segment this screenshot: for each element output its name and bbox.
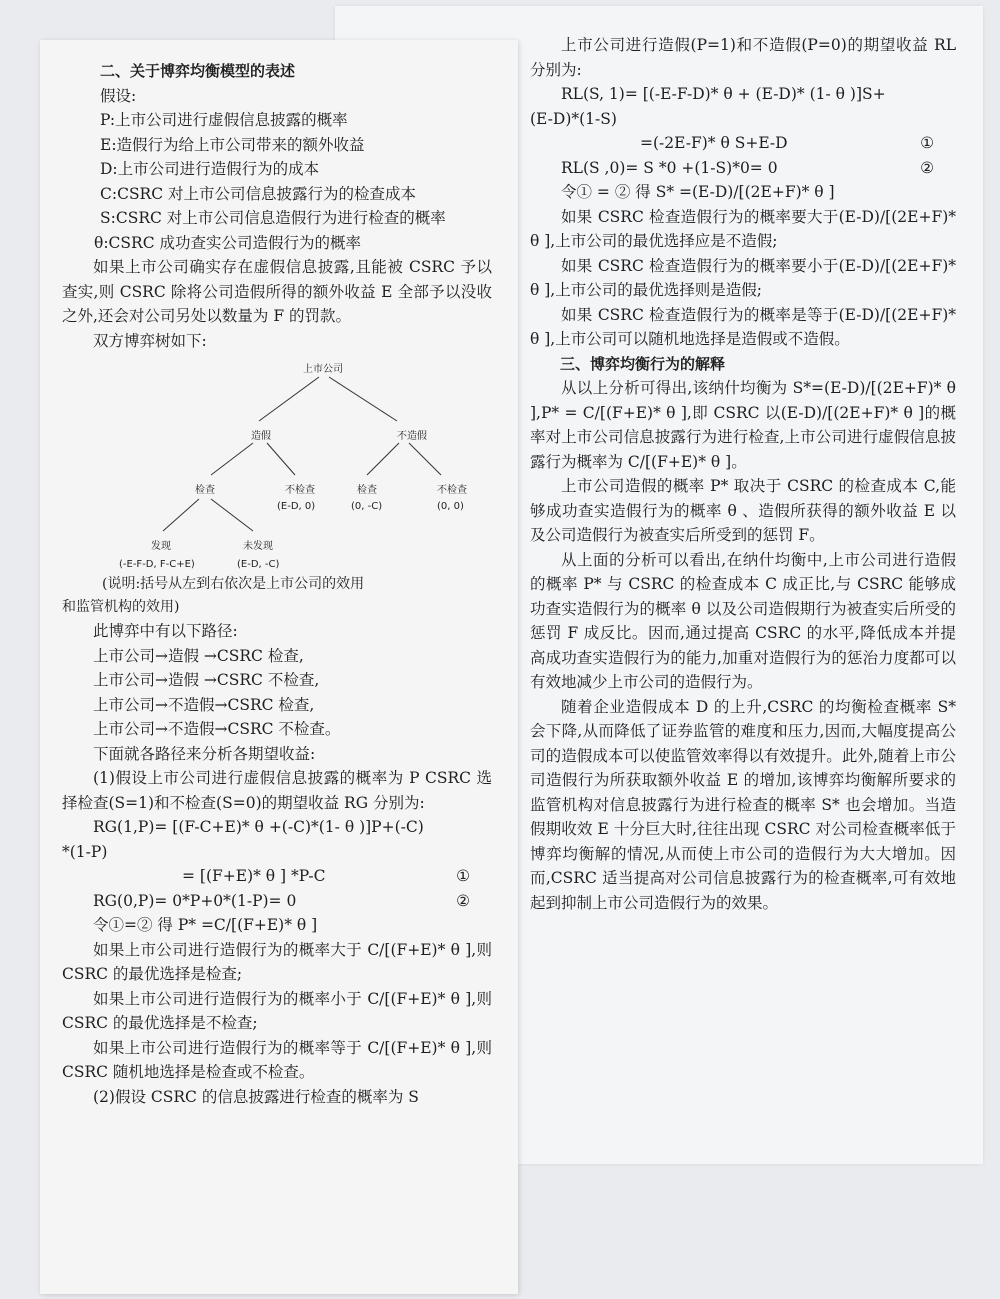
equation-number-r2: ②: [920, 158, 934, 177]
tree-intro: 双方博弈树如下:: [93, 331, 207, 350]
p-star-factors-paragraph: 上市公司造假的概率 P* 取决于 CSRC 的检查成本 C,能够成功查实造假行为的概率 θ 、造假所获得的额外收益 E 以及公司造假行为被查实后所受到的惩罚 F。: [530, 477, 956, 544]
equation-rg0: [62, 889, 492, 914]
equation-rg1-c: [62, 864, 492, 889]
equation-number-2: ②: [456, 891, 470, 910]
section-heading-3: 三、博弈均衡行为的解释: [560, 354, 726, 373]
equation-rg1-a: RG(1,P)= [(F-C+E)* θ +(-C)*(1- θ )]P+(-C): [93, 818, 424, 836]
case-1-paragraph: (1)假设上市公司进行虚假信息披露的概率为 P CSRC 选择检查(S=1)和不检查(S=0)的期望收益 RG 分别为:: [62, 769, 492, 812]
tree-nocheck2: 不检查: [437, 485, 467, 496]
path-2: 上市公司→造假 →CSRC 不检查,: [93, 671, 320, 689]
equation-rl1-c-text: =(-2E-F)* θ S+E-D: [640, 134, 788, 152]
equation-rg1-b: *(1-P): [62, 842, 108, 861]
condition-less: 如果上市公司进行造假行为的概率小于 C/[(F+E)* θ ],则 CSRC 的最优选择是不检查;: [62, 989, 492, 1032]
condition-equal: 如果上市公司进行造假行为的概率等于 C/[(F+E)* θ ],则 CSRC 随机地选择是检查或不检查。: [62, 1038, 492, 1081]
equation-s-star: 令① = ② 得 S* =(E-D)/[(2E+F)* θ ]: [561, 183, 835, 201]
r-condition-less: 如果 CSRC 检查造假行为的概率要小于(E-D)/[(2E+F)* θ ],上市公司的最优选择则是造假;: [530, 256, 956, 299]
equation-rl0-text: RL(S ,0)= S *0 +(1-S)*0= 0: [561, 158, 778, 177]
def-p: P:上市公司进行虚假信息披露的概率: [100, 111, 348, 129]
paths-intro: 此博弈中有以下路径:: [93, 622, 238, 640]
analysis-intro: 下面就各路径来分析各期望收益:: [93, 744, 316, 763]
tree-check2-payoff: (0, -C): [351, 501, 383, 512]
tree-nofraud: 不造假: [397, 431, 427, 442]
def-d: D:上市公司进行造假行为的成本: [100, 160, 320, 178]
tree-notfound: 未发现: [243, 541, 273, 552]
equation-rg0-text: RG(0,P)= 0*P+0*(1-P)= 0: [93, 891, 297, 910]
nash-equilibrium-paragraph: 从以上分析可得出,该纳什均衡为 S*=(E-D)/[(2E+F)* θ ],P* = C/[(F+E)* θ ],即 CSRC 以(E-D)/[(2E+F)* θ ]的概率对上市公司信息披露行为进行检查,上市公司进行虚假信息披露行为概率为 C/[(F+E)* θ ]。: [530, 379, 956, 471]
section-heading-2: 二、关于博弈均衡模型的表述: [100, 62, 296, 80]
def-e: E:造假行为给上市公司带来的额外收益: [100, 135, 365, 154]
equation-rl1-a: RL(S, 1)= [(-E-F-D)* θ + (E-D)* (1- θ )]S+: [561, 85, 886, 103]
path-1: 上市公司→造假 →CSRC 检查,: [93, 646, 304, 665]
r-condition-equal: 如果 CSRC 检查造假行为的概率是等于(E-D)/[(2E+F)* θ ],上市公司可以随机地选择是造假或不造假。: [530, 305, 956, 348]
equation-rl1-b: (E-D)*(1-S): [530, 109, 617, 128]
def-s-text: S:CSRC 对上市公司信息造假行为进行检查的概率: [100, 209, 446, 227]
tree-note-line1: (说明:括号从左到右依次是上市公司的效用: [102, 576, 365, 592]
cost-effect-paragraph: 随着企业造假成本 D 的上升,CSRC 的均衡检查概率 S* 会下降,从而降低了证券监管的难度和压力,因而,大幅度提高公司的造假成本可以使监管效率得以有效提升。此外,随着上市公司造假行为所获取额外收益 E 的增加,该博弈均衡解所要求的监管机构对信息披露行为进行检查的概率 S* 也会增加。当造假期收效 E 十分巨大时,往往出现 CSRC 对公司检查概率低于博弈均衡解的情况,从而使上市公司的造假行为大大增加。因而,CSRC 适当提高对公司信息披露行为的检查概率,可有效地起到抑制上市公司造假行为的效果。: [530, 697, 956, 912]
tree-root: 上市公司: [303, 364, 343, 375]
tree-check2: 检查: [357, 485, 377, 496]
tree-found: 发现: [151, 541, 171, 552]
equation-rl1-c: [530, 131, 956, 156]
tree-nocheck1-payoff: (E-D, 0): [277, 501, 316, 512]
r-condition-greater: 如果 CSRC 检查造假行为的概率要大于(E-D)/[(2E+F)* θ ],上市公司的最优选择应是不造假;: [530, 207, 956, 250]
equation-number-r1: ①: [920, 134, 934, 152]
condition-greater: 如果上市公司进行造假行为的概率大于 C/[(F+E)* θ ],则 CSRC 的最优选择是检查;: [62, 940, 492, 983]
equation-rg1-c-text: = [(F+E)* θ ] *P-C: [182, 867, 326, 885]
equation-p-star: 令①=② 得 P* =C/[(F+E)* θ ]: [93, 916, 318, 934]
penalty-paragraph: 如果上市公司确实存在虚假信息披露,且能被 CSRC 予以查实,则 CSRC 除将公司造假所得的额外收益 E 全部予以没收之外,还会对公司另处以数量为 F 的罚款。: [62, 258, 492, 325]
def-theta: θ:CSRC 成功查实公司造假行为的概率: [94, 233, 361, 252]
def-c: C:CSRC 对上市公司信息披露行为的检查成本: [100, 184, 417, 203]
def-s: [62, 206, 492, 231]
equation-rl0: [530, 156, 956, 181]
right-column: [530, 33, 956, 915]
tree-nocheck1: 不检查: [285, 485, 315, 496]
tree-check1: 检查: [195, 485, 215, 496]
tree-note-line2: 和监管机构的效用): [62, 599, 180, 615]
tree-found-payoff: (-E-F-D, F-C+E): [119, 559, 195, 569]
tree-notfound-payoff: (E-D, -C): [237, 559, 280, 569]
rl-intro: 上市公司进行造假(P=1)和不造假(P=0)的期望收益 RL 分别为:: [530, 36, 956, 79]
tree-fraud: 造假: [251, 431, 271, 442]
path-4: 上市公司→不造假→CSRC 不检查。: [93, 720, 341, 738]
tree-nocheck2-payoff: (0, 0): [437, 501, 464, 512]
left-column: [62, 59, 492, 1109]
case-2-paragraph: (2)假设 CSRC 的信息披露进行检查的概率为 S: [93, 1087, 419, 1106]
assumption-label: 假设:: [100, 86, 137, 105]
game-tree-diagram: [87, 359, 487, 569]
path-3: 上市公司→不造假→CSRC 检查,: [93, 695, 315, 714]
proportionality-paragraph: 从上面的分析可以看出,在纳什均衡中,上市公司进行造假的概率 P* 与 CSRC 的检查成本 C 成正比,与 CSRC 能够成功查实造假行为的概率 θ 以及公司造假期行为被查实后所受的惩罚 F 成反比。因而,通过提高 CSRC 的水平,降低成本并提高成功查实造假行为的能力,加重对造假行为的惩治力度都可以有效地减少上市公司的造假行为。: [530, 550, 956, 691]
equation-number-1: ①: [456, 867, 470, 885]
